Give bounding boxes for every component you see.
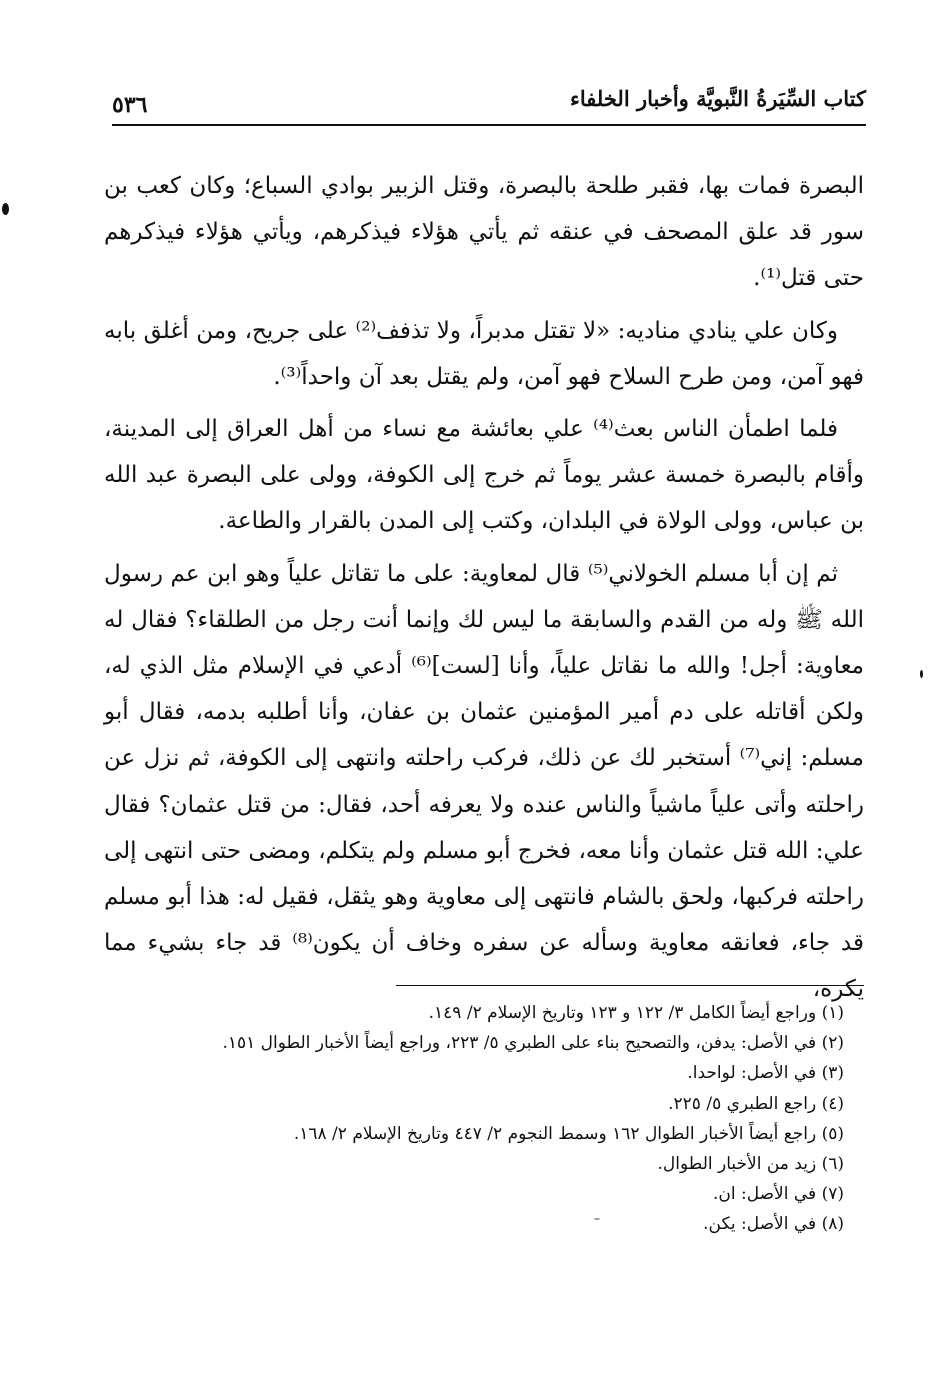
main-text [104, 163, 864, 1013]
footnote: (٥) راجع أيضاً الأخبار الطوال ١٦٢ وسمط النجوم ٢/ ٤٤٧ وتاريخ الإسلام ٢/ ١٦٨. [293, 1123, 844, 1144]
footnote: (٦) زيد من الأخبار الطوال. [657, 1154, 844, 1175]
scan-speck [2, 203, 9, 215]
footnote: (٣) في الأصل: لواحدا. [687, 1063, 844, 1084]
footnote: (٤) راجع الطبري ٥/ ٢٢٥. [668, 1093, 844, 1114]
header-rule [112, 124, 866, 126]
running-header [112, 86, 866, 122]
page-number: ٥٣٦ [112, 92, 148, 118]
footnote-rule [396, 985, 864, 986]
paragraph: وكان علي ينادي مناديه: «لا تقتل مدبراً، ولا تذفف⁽²⁾ على جريح، ومن أغلق بابه فهو آمن، ومن طرح السلاح فهو آمن، ولم يقتل بعد آن واحداً⁽³⁾. [104, 317, 864, 390]
footnotes [104, 998, 844, 1240]
header-title: كتاب السِّيَرةُ النَّبويَّة وأخبار الخلفاء [570, 86, 866, 111]
footnote: (٧) في الأصل: ان. [713, 1184, 844, 1205]
paragraph: فلما اطمأن الناس بعث⁽⁴⁾ علي بعائشة مع نساء من أهل العراق إلى المدينة، وأقام بالبصرة خمسة عشر يوماً ثم خرج إلى الكوفة، وولى على البصرة عبد الله بن عباس، وولى الولاة في البلدان، وكتب إلى المدن بالقرار والطاعة. [104, 416, 864, 535]
footnote: (١) وراجع أيضاً الكامل ٣/ ١٢٢ و ١٢٣ وتاريخ الإسلام ٢/ ١٤٩. [428, 1003, 844, 1023]
scan-speck [920, 670, 923, 678]
footnote: (٨) في الأصل: يكن. [703, 1214, 844, 1235]
footnote: (٢) في الأصل: يدفن، والتصحيح بناء على الطبري ٥/ ٢٢٣، وراجع أيضاً الأخبار الطوال ١٥١. [222, 1033, 844, 1054]
paragraph: البصرة فمات بها، فقبر طلحة بالبصرة، وقتل الزبير بوادي السباع؛ وكان كعب بن سور قد علق المصحف في عنقه ثم يأتي هؤلاء فيذكرهم، ويأتي هؤلاء فيذكرهم حتى قتل⁽¹⁾. [104, 173, 864, 292]
scan-speck [594, 1218, 600, 1220]
paragraph: ثم إن أبا مسلم الخولاني⁽⁵⁾ قال لمعاوية: على ما تقاتل علياً وهو ابن عم رسول الله ﷺ وله من القدم والسابقة ما ليس لك وإنما أنت رجل من الطلقاء؟ فقال له معاوية: أجل! والله ما نقاتل علياً، وأنا [لست]⁽⁶⁾ أدعي في الإسلام مثل الذي له، ولكن أقاتله على دم أمير المؤمنين عثمان بن عفان، وأنا أطلبه بدمه، فقال أبو مسلم: إني⁽⁷⁾ أستخبر لك عن ذلك، فركب راحلته وانتهى إلى الكوفة، ثم نزل عن راحلته وأتى علياً ماشياً والناس عنده ولا يعرفه أحد، فقال: من قتل عثمان؟ فقال علي: الله قتل عثمان وأنا معه، فخرج أبو مسلم ولم يتكلم، ومضى حتى انتهى إلى راحلته فركبها، ولحق بالشام فانتهى إلى معاوية وهو يثقل، فقيل له: هذا أبو مسلم قد جاء، فعانقه معاوية وسأله عن سفره وخاف أن يكون⁽⁸⁾ قد جاء بشيء مما يكره، [104, 560, 864, 1003]
